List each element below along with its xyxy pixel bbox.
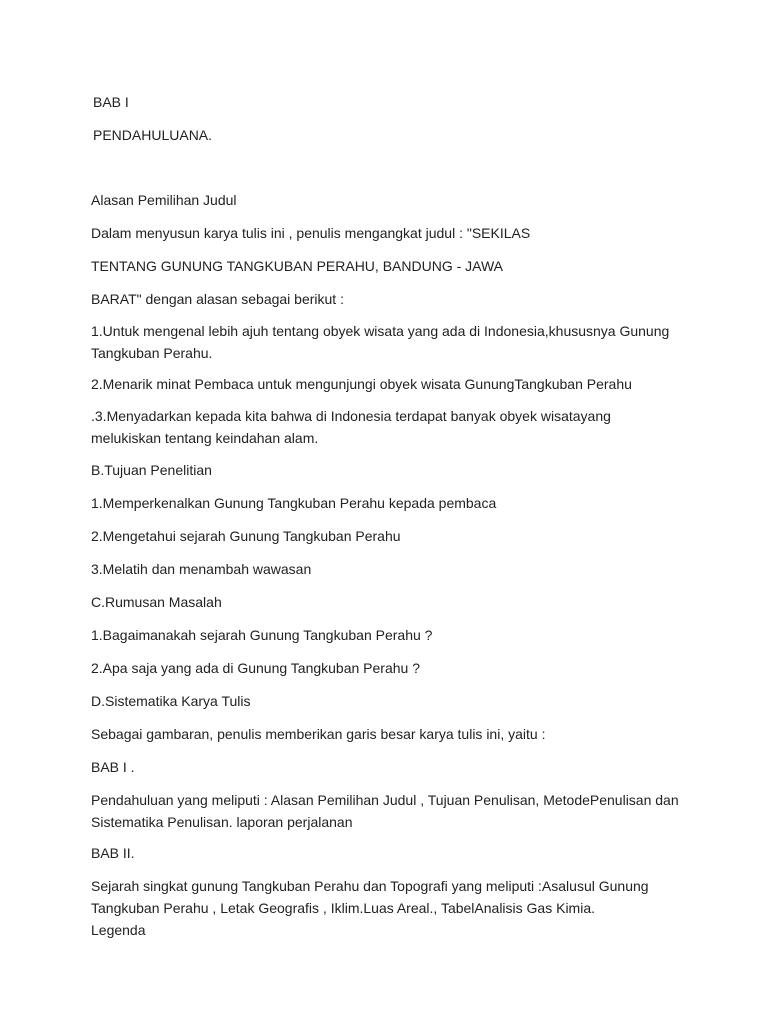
section-d-title: D.Sistematika Karya Tulis — [91, 693, 251, 709]
bab-1-label: BAB I . — [91, 759, 135, 775]
intro-line-3: BARAT" dengan alasan sebagai berikut : — [91, 291, 344, 307]
bab-2-label: BAB II. — [91, 845, 135, 861]
bab-1-description: Pendahuluan yang meliputi : Alasan Pemilihan Judul , Tujuan Penulisan, MetodePenulisan dan Sistematika Penulisan. laporan perjalanan — [91, 792, 679, 830]
problem-item-2: 2.Apa saja yang ada di Gunung Tangkuban Perahu ? — [91, 660, 420, 676]
intro-line-1: Dalam menyusun karya tulis ini , penulis mengangkat judul : "SEKILAS — [91, 225, 531, 241]
goal-item-1: 1.Memperkenalkan Gunung Tangkuban Perahu kepada pembaca — [91, 495, 497, 511]
reason-item-3: .3.Menyadarkan kepada kita bahwa di Indonesia terdapat banyak obyek wisatayang melukiskan tentang keindahan alam. — [91, 408, 611, 446]
chapter-title: PENDAHULUANA. — [93, 127, 213, 143]
problem-item-1: 1.Bagaimanakah sejarah Gunung Tangkuban Perahu ? — [91, 627, 433, 643]
section-c-title: C.Rumusan Masalah — [91, 594, 222, 610]
goal-item-2: 2.Mengetahui sejarah Gunung Tangkuban Perahu — [91, 528, 401, 544]
reason-item-1: 1.Untuk mengenal lebih ajuh tentang obyek wisata yang ada di Indonesia,khususnya Gunung Tangkuban Perahu. — [91, 323, 670, 361]
section-a-title: Alasan Pemilihan Judul — [91, 192, 237, 208]
bab-2-description: Sejarah singkat gunung Tangkuban Perahu dan Topografi yang meliputi :Asalusul Gunung Tangkuban Perahu , Letak Geografis , Iklim.Luas Areal., TabelAnalisis Gas Kimia. Legenda — [91, 878, 649, 938]
section-b-title: B.Tujuan Penelitian — [91, 462, 212, 478]
systematics-intro: Sebagai gambaran, penulis memberikan garis besar karya tulis ini, yaitu : — [91, 726, 546, 742]
goal-item-3: 3.Melatih dan menambah wawasan — [91, 561, 312, 577]
intro-line-2: TENTANG GUNUNG TANGKUBAN PERAHU, BANDUNG - JAWA — [91, 258, 503, 274]
reason-item-2: 2.Menarik minat Pembaca untuk mengunjungi obyek wisata GunungTangkuban Perahu — [91, 376, 632, 392]
chapter-label: BAB I — [93, 94, 129, 110]
